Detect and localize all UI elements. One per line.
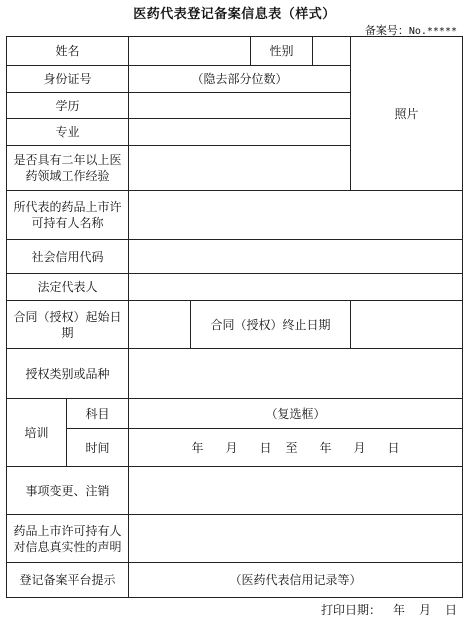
photo-box: 照片 [351,37,463,191]
row-credit-code [7,240,463,274]
print-date [321,601,457,618]
training-time-field[interactable] [129,429,463,467]
education-label: 学历 [7,93,129,119]
time-month-end: 月 [353,440,366,455]
auth-scope-label: 授权类别或品种 [7,349,129,399]
declaration-field[interactable] [129,515,463,563]
gender-field[interactable] [313,37,351,66]
print-day: 日 [444,603,457,617]
id-number-label: 身份证号 [7,66,129,93]
registration-form-table [6,36,463,598]
education-field[interactable] [129,93,351,119]
row-holder [7,191,463,240]
gender-label: 性别 [251,37,313,66]
legal-rep-label: 法定代表人 [7,274,129,301]
contract-end-field[interactable] [351,301,463,349]
row-name [7,37,463,66]
id-number-field[interactable]: （隐去部分位数） [129,66,351,93]
holder-label: 所代表的药品上市许可持有人名称 [7,191,129,240]
time-day-end: 日 [387,440,400,455]
time-day-start: 日 [259,440,272,455]
time-label: 时间 [67,429,129,467]
experience-label: 是否具有二年以上医药领域工作经验 [7,146,129,191]
experience-field[interactable] [129,146,351,191]
time-year-start: 年 [191,440,204,455]
document-title: 医药代表登记备案信息表（样式） [133,7,336,22]
credit-code-label: 社会信用代码 [7,240,129,274]
registration-number-label: 备案号： [364,24,409,37]
platform-hint: （医药代表信用记录等） [129,563,463,598]
subject-checkbox-field[interactable]: （复选框） [129,399,463,429]
print-date-label: 打印日期： [320,603,381,617]
row-training-subject [7,399,463,429]
platform-label: 登记备案平台提示 [7,563,129,598]
row-contract [7,301,463,349]
registration-number-value: No.***** [408,26,457,37]
holder-field[interactable] [129,191,463,240]
row-changes [7,467,463,515]
row-legal-rep [7,274,463,301]
row-auth-scope [7,349,463,399]
row-training-time [7,429,463,467]
auth-scope-field[interactable] [129,349,463,399]
time-month-start: 月 [225,440,238,455]
training-label: 培训 [7,399,67,467]
subject-label: 科目 [67,399,129,429]
print-month: 月 [418,603,431,617]
time-to: 至 [285,440,298,455]
major-label: 专业 [7,119,129,146]
changes-field[interactable] [129,467,463,515]
time-year-end: 年 [319,440,332,455]
name-field[interactable] [129,37,251,66]
contract-start-field[interactable] [129,301,191,349]
declaration-label: 药品上市许可持有人对信息真实性的声明 [7,515,129,563]
major-field[interactable] [129,119,351,146]
legal-rep-field[interactable] [129,274,463,301]
credit-code-field[interactable] [129,240,463,274]
contract-start-label: 合同（授权）起始日期 [7,301,129,349]
row-declaration [7,515,463,563]
print-year: 年 [392,603,405,617]
name-label: 姓名 [7,37,129,66]
changes-label: 事项变更、注销 [7,467,129,515]
row-platform [7,563,463,598]
contract-end-label: 合同（授权）终止日期 [191,301,351,349]
